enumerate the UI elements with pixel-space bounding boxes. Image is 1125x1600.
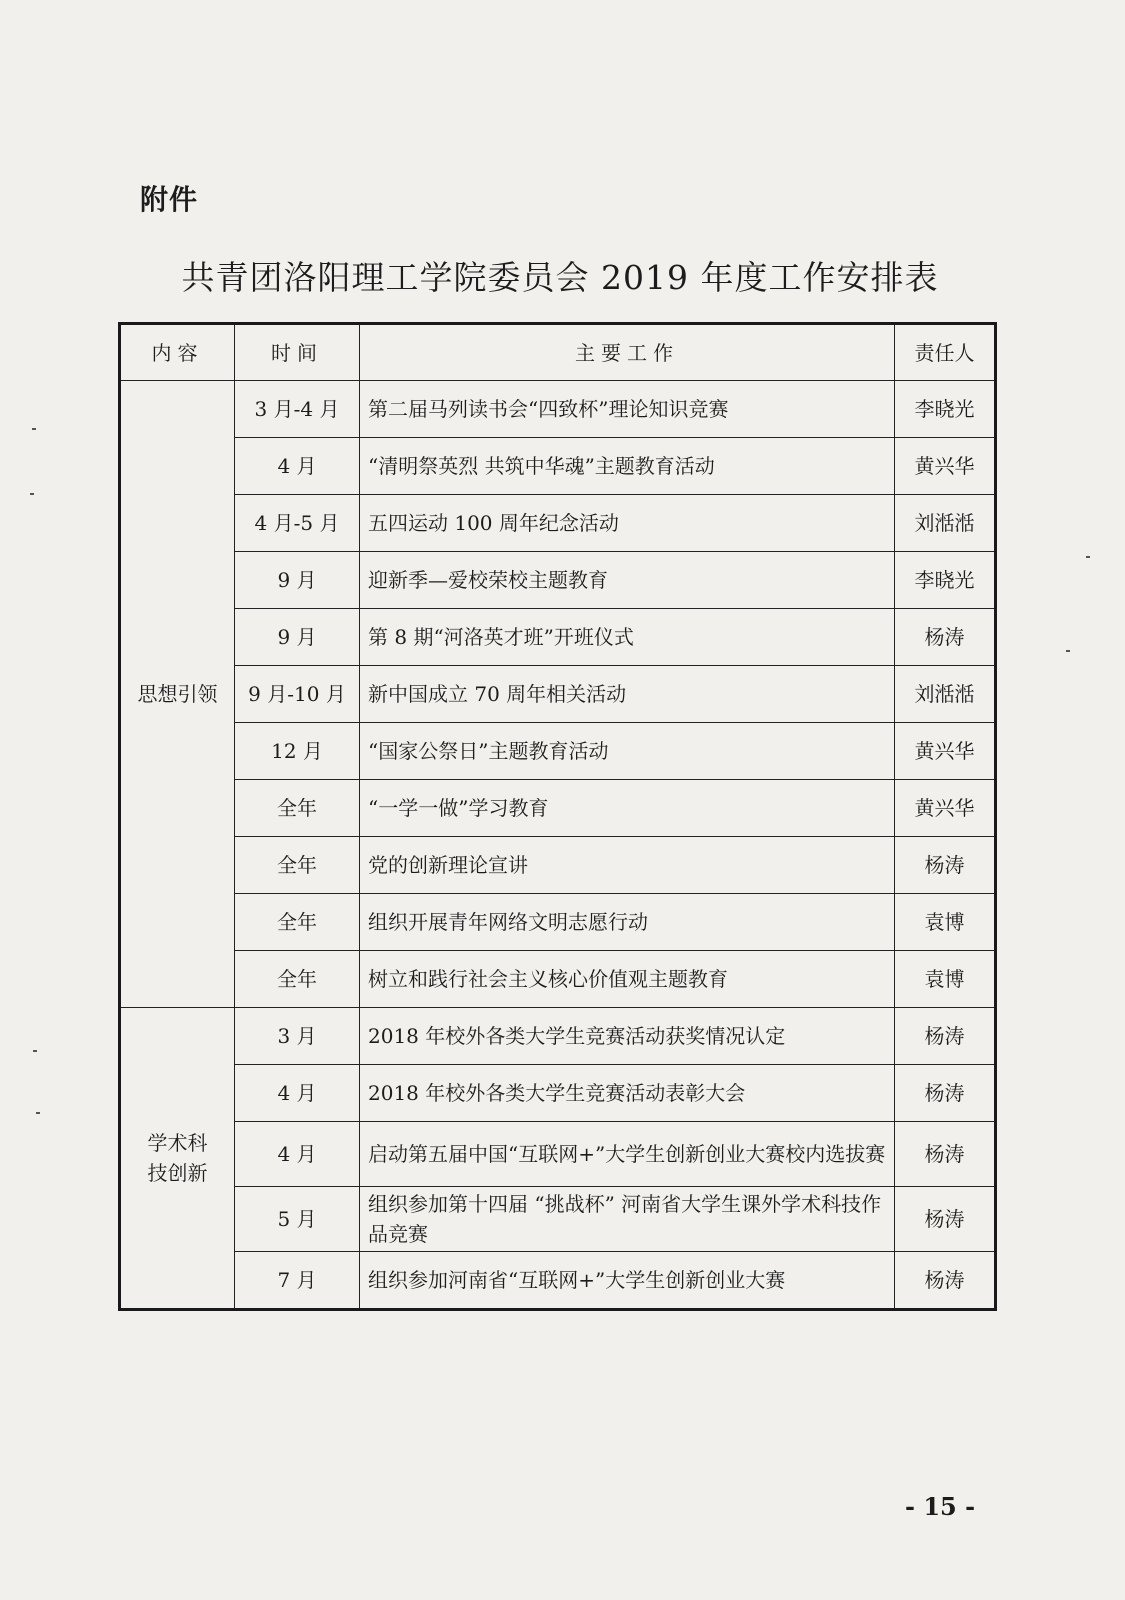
person-cell: 黄兴华 <box>895 438 996 495</box>
work-cell: 2018 年校外各类大学生竞赛活动获奖情况认定 <box>360 1008 895 1065</box>
person-cell: 李晓光 <box>895 381 996 438</box>
table-row <box>120 438 996 495</box>
header-content: 内容 <box>120 324 235 381</box>
scan-speck <box>36 1112 40 1114</box>
attachment-label: 附件 <box>140 183 199 216</box>
person-cell: 杨涛 <box>895 609 996 666</box>
scan-speck <box>1066 650 1070 652</box>
table-header-row <box>120 324 996 381</box>
table-row <box>120 609 996 666</box>
person-cell: 刘湉湉 <box>895 495 996 552</box>
person-cell: 刘湉湉 <box>895 666 996 723</box>
work-schedule-table <box>118 322 997 1311</box>
scan-speck <box>33 1050 37 1052</box>
table-row <box>120 894 996 951</box>
time-cell: 4 月 <box>235 1122 360 1187</box>
time-cell: 4 月-5 月 <box>235 495 360 552</box>
work-cell: “清明祭英烈 共筑中华魂”主题教育活动 <box>360 438 895 495</box>
table-row <box>120 1065 996 1122</box>
person-cell: 袁博 <box>895 951 996 1008</box>
table-row <box>120 837 996 894</box>
table-row <box>120 552 996 609</box>
work-cell: 树立和践行社会主义核心价值观主题教育 <box>360 951 895 1008</box>
header-main-work: 主要工作 <box>360 324 895 381</box>
table-row <box>120 1252 996 1310</box>
header-time: 时间 <box>235 324 360 381</box>
work-cell: 迎新季—爱校荣校主题教育 <box>360 552 895 609</box>
work-cell: 第 8 期“河洛英才班”开班仪式 <box>360 609 895 666</box>
table-row <box>120 723 996 780</box>
category-cell: 思想引领 <box>120 381 235 1008</box>
person-cell: 黄兴华 <box>895 723 996 780</box>
table-row <box>120 1187 996 1252</box>
person-cell: 黄兴华 <box>895 780 996 837</box>
person-cell: 杨涛 <box>895 1187 996 1252</box>
table-row <box>120 1122 996 1187</box>
work-cell: 五四运动 100 周年纪念活动 <box>360 495 895 552</box>
time-cell: 3 月-4 月 <box>235 381 360 438</box>
person-cell: 杨涛 <box>895 1252 996 1310</box>
table-row <box>120 780 996 837</box>
person-cell: 李晓光 <box>895 552 996 609</box>
document-title: 共青团洛阳理工学院委员会 2019 年度工作安排表 <box>181 258 939 297</box>
work-cell: 组织参加第十四届 “挑战杯” 河南省大学生课外学术科技作品竞赛 <box>360 1187 895 1252</box>
category-cell: 学术科技创新 <box>120 1008 235 1310</box>
person-cell: 杨涛 <box>895 1065 996 1122</box>
header-person: 责任人 <box>895 324 996 381</box>
table-row <box>120 381 996 438</box>
person-cell: 袁博 <box>895 894 996 951</box>
table-row <box>120 666 996 723</box>
work-cell: 组织开展青年网络文明志愿行动 <box>360 894 895 951</box>
table-row <box>120 495 996 552</box>
time-cell: 9 月 <box>235 552 360 609</box>
scan-speck <box>32 428 36 430</box>
time-cell: 全年 <box>235 951 360 1008</box>
time-cell: 12 月 <box>235 723 360 780</box>
time-cell: 9 月-10 月 <box>235 666 360 723</box>
scan-speck <box>1086 556 1090 558</box>
work-cell: 新中国成立 70 周年相关活动 <box>360 666 895 723</box>
time-cell: 全年 <box>235 894 360 951</box>
table-row <box>120 1008 996 1065</box>
time-cell: 7 月 <box>235 1252 360 1310</box>
person-cell: 杨涛 <box>895 1008 996 1065</box>
time-cell: 9 月 <box>235 609 360 666</box>
work-cell: 组织参加河南省“互联网+”大学生创新创业大赛 <box>360 1252 895 1310</box>
time-cell: 全年 <box>235 780 360 837</box>
time-cell: 4 月 <box>235 1065 360 1122</box>
time-cell: 3 月 <box>235 1008 360 1065</box>
person-cell: 杨涛 <box>895 1122 996 1187</box>
work-cell: 2018 年校外各类大学生竞赛活动表彰大会 <box>360 1065 895 1122</box>
time-cell: 4 月 <box>235 438 360 495</box>
work-cell: “一学一做”学习教育 <box>360 780 895 837</box>
time-cell: 全年 <box>235 837 360 894</box>
work-cell: “国家公祭日”主题教育活动 <box>360 723 895 780</box>
time-cell: 5 月 <box>235 1187 360 1252</box>
work-cell: 启动第五届中国“互联网+”大学生创新创业大赛校内选拔赛 <box>360 1122 895 1187</box>
person-cell: 杨涛 <box>895 837 996 894</box>
page-number: - 15 - <box>905 1492 976 1521</box>
scan-speck <box>30 493 34 495</box>
work-cell: 第二届马列读书会“四致杯”理论知识竞赛 <box>360 381 895 438</box>
table-row <box>120 951 996 1008</box>
work-cell: 党的创新理论宣讲 <box>360 837 895 894</box>
